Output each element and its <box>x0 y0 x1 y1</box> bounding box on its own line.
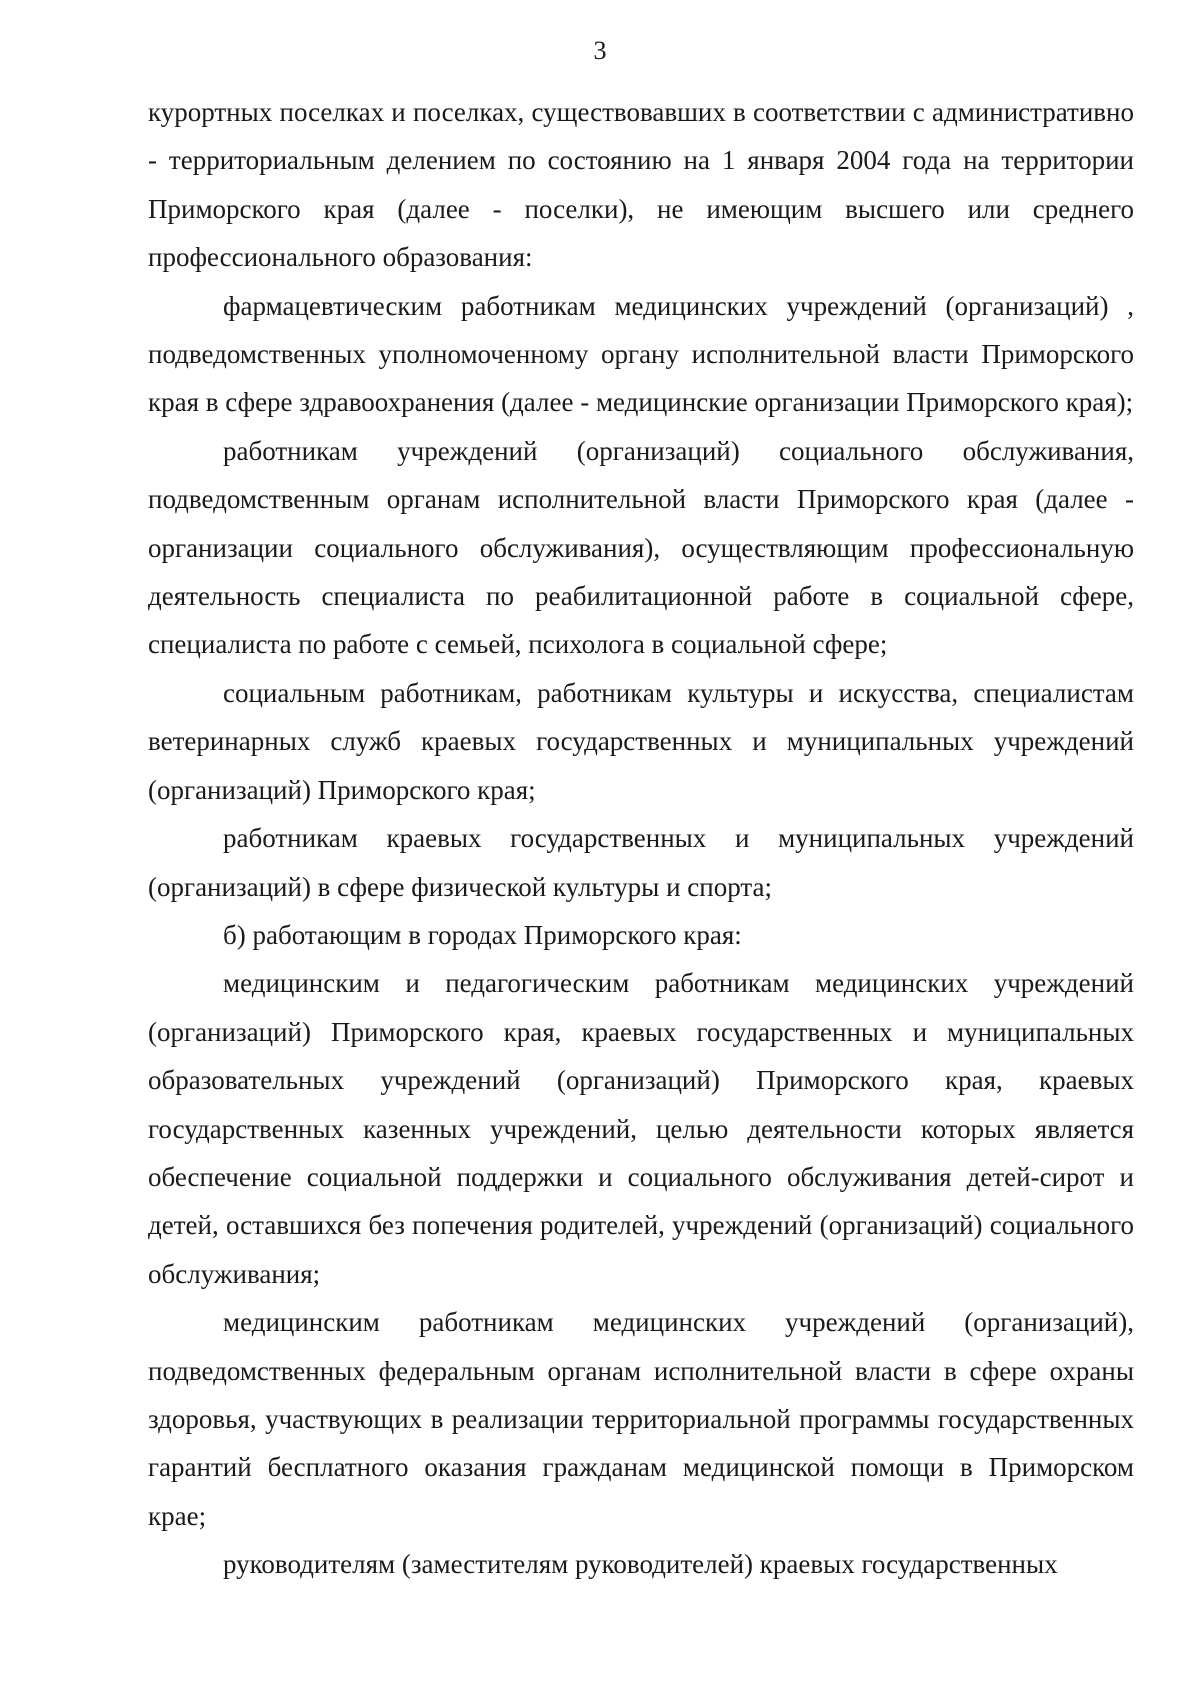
paragraph-sport-workers: работникам краевых государственных и муниципальных учреждений (организаций) в сфере физической культуры и спорта; <box>148 823 1134 902</box>
paragraph-medical-pedagogical: медицинским и педагогическим работникам медицинских учреждений (организаций) Приморского края, краевых государственных и муниципальных образовательных учреждений (организаций) Приморского края, краевых государственных казенных учреждений, целью деятельности которых является обеспечение социальной поддержки и социального обслуживания детей-сирот и детей, оставшихся без попечения родителей, учреждений (организаций) социального обслуживания; <box>148 968 1134 1289</box>
paragraph-continuation: курортных поселках и поселках, существовавших в соответствии с административно - территориальным делением по состоянию на 1 января 2004 года на территории Приморского края (далее - поселки), не имеющим высшего или среднего профессионального образования: <box>148 97 1134 273</box>
paragraph-subsection-b: б) работающим в городах Приморского края: <box>223 919 742 950</box>
document-body <box>148 88 1134 1589</box>
paragraph-pharmacists: фармацевтическим работникам медицинских учреждений (организаций) , подведомственных уполномоченному органу исполнительной власти Приморского края в сфере здравоохранения (далее - медицинские организации Приморского края); <box>148 290 1134 418</box>
page-number: 3 <box>593 36 607 65</box>
paragraph-culture-veterinary: социальным работникам, работникам культуры и искусства, специалистам ветеринарных служб краевых государственных и муниципальных учреждений (организаций) Приморского края; <box>148 677 1134 805</box>
paragraph-managers: руководителям (заместителям руководителей) краевых государственных <box>223 1549 1058 1580</box>
paragraph-social-service-workers: работникам учреждений (организаций) социального обслуживания, подведомственным органам исполнительной власти Приморского края (далее - организации социального обслуживания), осуществляющим профессиональную деятельность специалиста по реабилитационной работе в социальной сфере, специалиста по работе с семьей, психолога в социальной сфере; <box>148 435 1134 660</box>
paragraph-federal-medical: медицинским работникам медицинских учреждений (организаций), подведомственных федеральным органам исполнительной власти в сфере охраны здоровья, участвующих в реализации территориальной программы государственных гарантий бесплатного оказания гражданам медицинской помощи в Приморском крае; <box>148 1307 1134 1531</box>
